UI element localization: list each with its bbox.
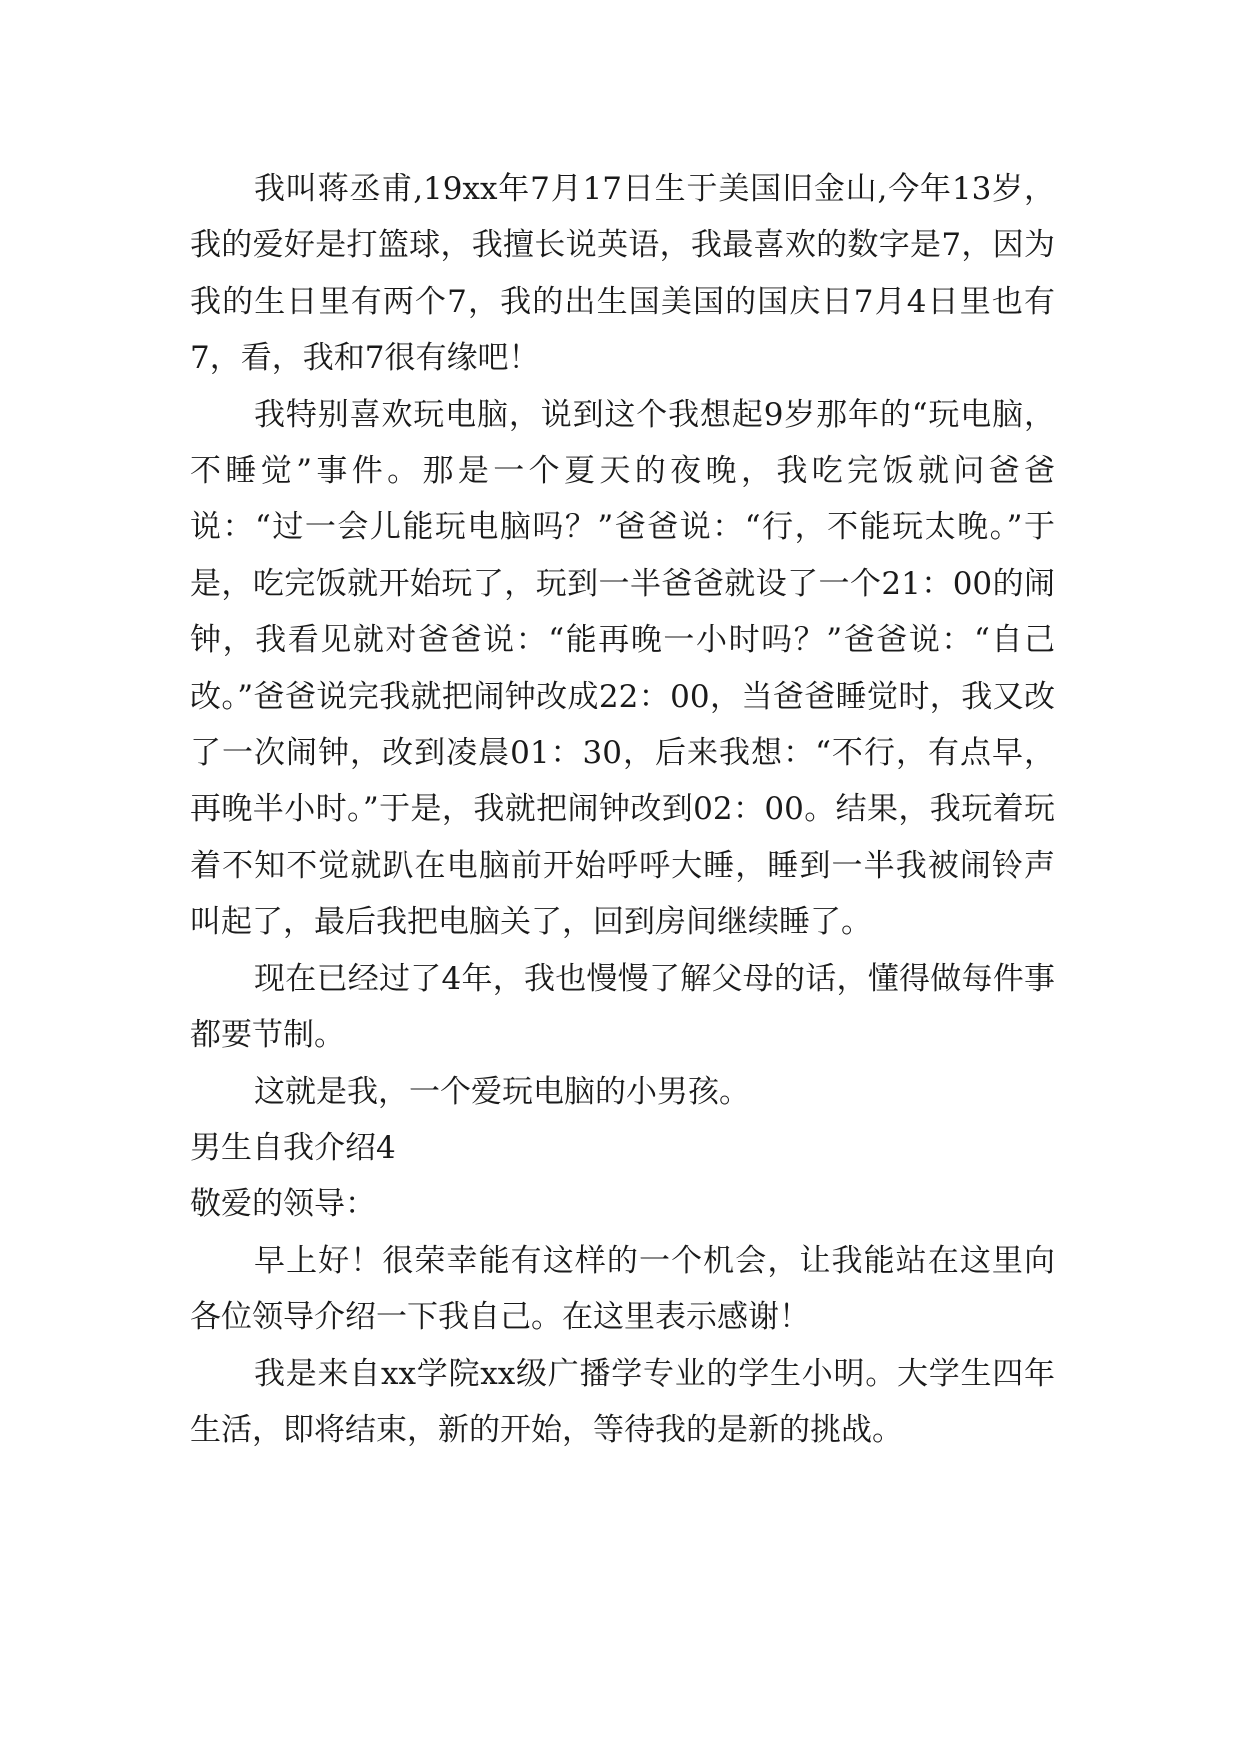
- paragraph-self-intro: 我叫蒋丞甫,19xx年7月17日生于美国旧金山,今年13岁，我的爱好是打篮球，我擅长说英语，我最喜欢的数字是7，因为我的生日里有两个7，我的出生国美国的国庆日7月4日里也有7，看，我和7很有缘吧！: [190, 171, 1055, 377]
- paragraph-reflection: 现在已经过了4年，我也慢慢了解父母的话，懂得做每件事都要节制。: [190, 960, 1055, 1054]
- paragraph-greeting: 早上好！很荣幸能有这样的一个机会，让我能站在这里向各位领导介绍一下我自己。在这里表示感谢！: [190, 1242, 1055, 1336]
- document-body: [190, 161, 1055, 1458]
- paragraph-computer-story: 我特别喜欢玩电脑，说到这个我想起9岁那年的“玩电脑，不睡觉”事件。那是一个夏天的夜晚，我吃完饭就问爸爸说：“过一会儿能玩电脑吗？”爸爸说：“行，不能玩太晚。”于是，吃完饭就开始玩了，玩到一半爸爸就设了一个21：00的闹钟，我看见就对爸爸说：“能再晚一小时吗？”爸爸说：“自己改。”爸爸说完我就把闹钟改成22：00，当爸爸睡觉时，我又改了一次闹钟，改到凌晨01：30，后来我想：“不行，有点早，再晚半小时。”于是，我就把闹钟改到02：00。结果，我玩着玩着不知不觉就趴在电脑前开始呼呼大睡，睡到一半我被闹铃声叫起了，最后我把电脑关了，回到房间继续睡了。: [190, 396, 1055, 941]
- section-heading: 男生自我介绍4: [190, 1129, 396, 1166]
- paragraph-background: 我是来自xx学院xx级广播学专业的学生小明。大学生四年生活，即将结束，新的开始，等待我的是新的挑战。: [190, 1355, 1055, 1448]
- paragraph-closing: 这就是我，一个爱玩电脑的小男孩。: [254, 1073, 750, 1110]
- salutation: 敬爱的领导：: [190, 1186, 376, 1223]
